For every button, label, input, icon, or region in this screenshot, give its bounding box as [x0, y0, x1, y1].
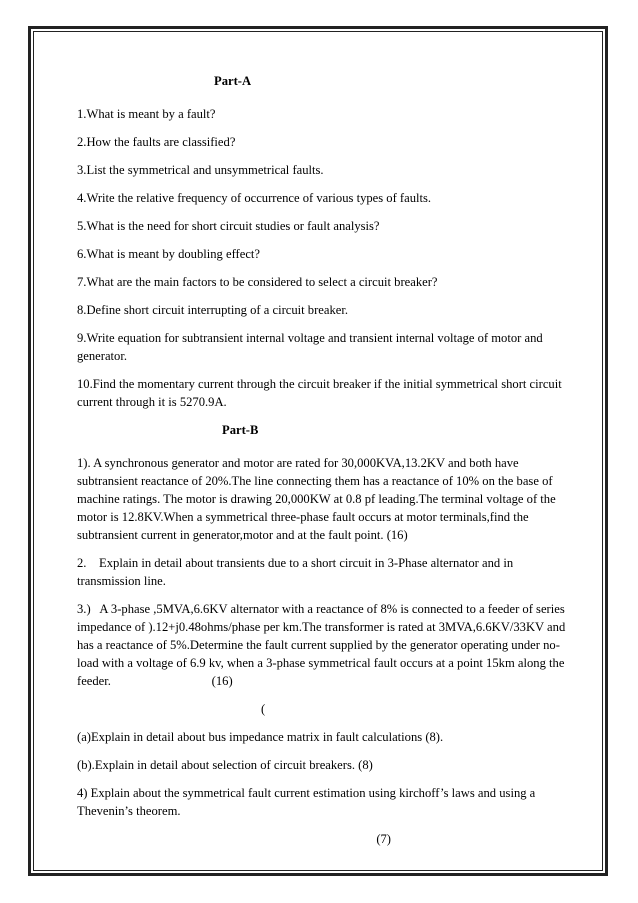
question-a4: 4.Write the relative frequency of occurrence of various types of faults. [77, 191, 432, 205]
question-a9: 9.Write equation for subtransient internal voltage and transient internal voltage of motor and generator. [77, 331, 543, 363]
question-a2: 2.How the faults are classified? [77, 135, 236, 149]
stray-parenthesis: ( [261, 702, 266, 716]
question-a1: 1.What is meant by a fault? [77, 107, 216, 121]
question-b4a: (a)Explain in detail about bus impedance matrix in fault calculations (8). [77, 730, 444, 744]
question-a10: 10.Find the momentary current through the circuit breaker if the initial symmetrical short circuit current through it is 5270.9A. [77, 377, 562, 409]
question-a5: 5.What is the need for short circuit studies or fault analysis? [77, 219, 380, 233]
question-a3: 3.List the symmetrical and unsymmetrical faults. [77, 163, 324, 177]
question-a7: 7.What are the main factors to be considered to select a circuit breaker? [77, 275, 438, 289]
question-b5: 4) Explain about the symmetrical fault current estimation using kirchoff’s laws and using a Thevenin’s theorem. [77, 786, 536, 818]
question-b3: 3.) A 3-phase ,5MVA,6.6KV alternator with a reactance of 8% is connected to a feeder of series impedance of ).12+j0.48ohms/phase per km.The transformer is rated at 3MVA,6.6KV/33KV and has a reactance of 5%.Determine the fault current supplied by the generator operating under no-load with a voltage of 6.9 kv, when a 3-phase symmetrical fault occurs at a point 15km along the feeder. (16) [77, 602, 569, 688]
question-a6: 6.What is meant by doubling effect? [77, 247, 261, 261]
part-a-heading: Part-A [214, 74, 252, 88]
page-number: (7) [376, 832, 391, 846]
question-b2: 2. Explain in detail about transients due to a short circuit in 3-Phase alternator and in transmission line. [77, 556, 517, 588]
question-a8: 8.Define short circuit interrupting of a circuit breaker. [77, 303, 349, 317]
question-b1: 1). A synchronous generator and motor are rated for 30,000KVA,13.2KV and both have subtransient reactance of 20%.The line connecting them has a reactance of 10% on the base of machine ratings. The motor is drawing 20,000KW at 0.8 pf leading.The terminal voltage of the motor is 12.8KV.When a symmetrical three-phase fault occurs at motor terminals,find the subtransient current in generator,motor and at the fault point. (16) [77, 456, 556, 542]
document-body [77, 72, 567, 848]
question-b4b: (b).Explain in detail about selection of circuit breakers. (8) [77, 758, 373, 772]
part-b-heading: Part-B [222, 423, 259, 437]
